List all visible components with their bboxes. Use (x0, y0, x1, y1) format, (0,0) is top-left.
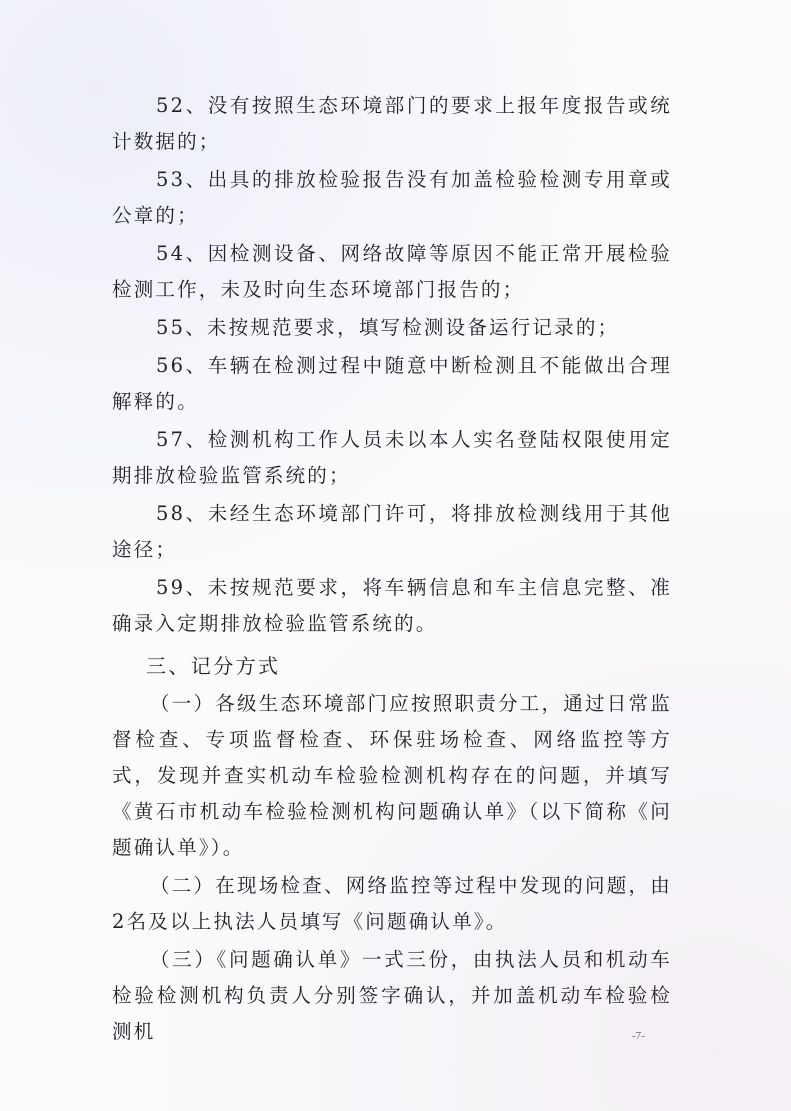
list-item: 59、未按规范要求，将车辆信息和车主信息完整、准确录入定期排放检验监管系统的。 (112, 576, 672, 635)
list-item: 54、因检测设备、网络故障等原因不能正常开展检验检测工作，未及时向生态环境部门报告的； (112, 242, 672, 301)
list-item: 53、出具的排放检验报告没有加盖检验检测专用章或公章的； (112, 168, 672, 227)
section-heading: 三、记分方式 (146, 654, 281, 678)
section-paragraph: （二）在现场检查、网络监控等过程中发现的问题，由2名及以上执法人员填写《问题确认单》。 (112, 874, 672, 933)
section-paragraph: （一）各级生态环境部门应按照职责分工，通过日常监督检查、专项监督检查、环保驻场检查、网络监控等方式，发现并查实机动车检验检测机构存在的问题，并填写《黄石市机动车检验检测机构问题确认单》（以下简称《问题确认单》）。 (112, 692, 672, 859)
list-item: 58、未经生态环境部门许可，将排放检测线用于其他途径； (112, 502, 672, 561)
list-item: 52、没有按照生态环境部门的要求上报年度报告或统计数据的； (112, 94, 672, 153)
list-item: 57、检测机构工作人员未以本人实名登陆权限使用定期排放检验监管系统的； (112, 428, 672, 487)
list-item: 55、未按规范要求，填写检测设备运行记录的； (156, 316, 620, 339)
list-item: 56、车辆在检测过程中随意中断检测且不能做出合理解释的。 (112, 354, 672, 413)
section-paragraph: （三）《问题确认单》一式三份，由执法人员和机动车检验检测机构负责人分别签字确认，并加盖机动车检验检测机 (112, 948, 672, 1043)
page-number: -7- (632, 1030, 645, 1042)
page-content (112, 88, 672, 1052)
